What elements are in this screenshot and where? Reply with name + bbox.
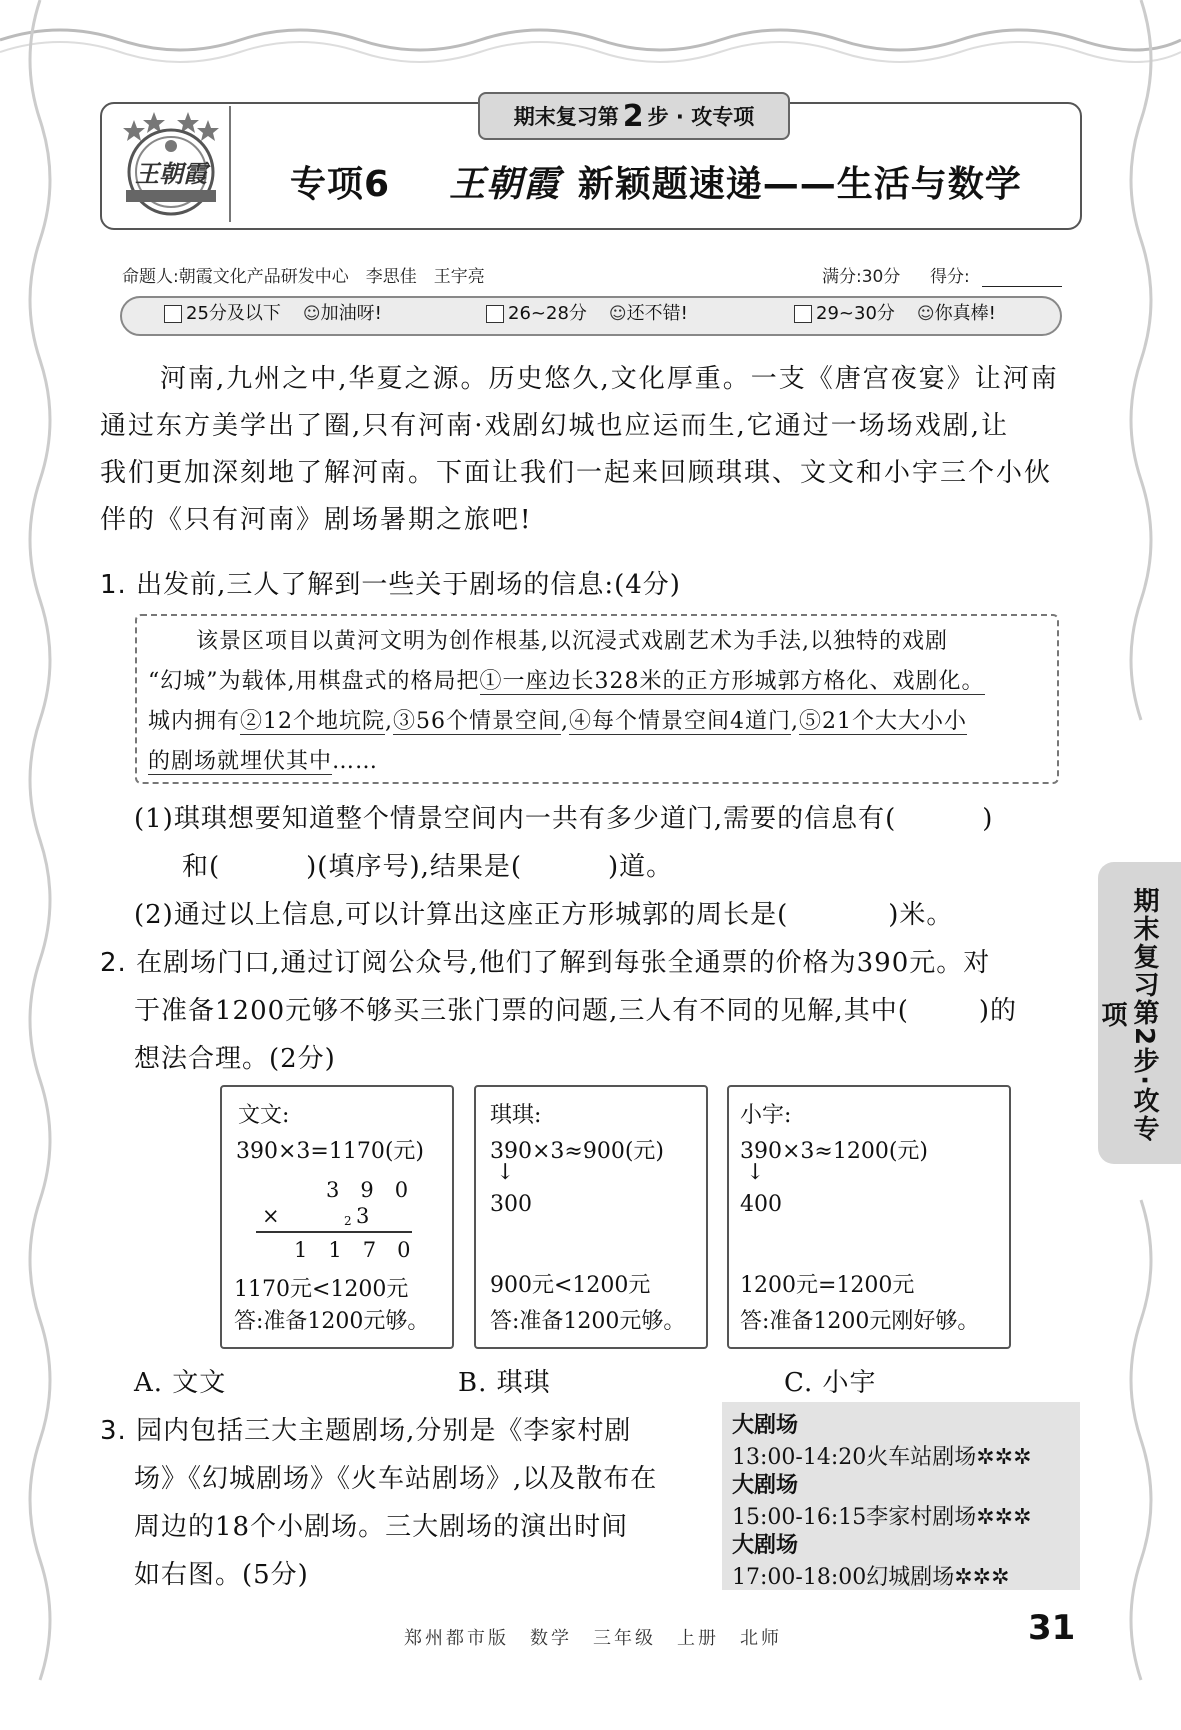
info-line-1: 该景区项目以黄河文明为创作根基,以沉浸式戏剧艺术为手法,以独特的戏剧	[196, 629, 948, 654]
info-line-3	[148, 704, 1048, 735]
page-title	[290, 156, 1022, 212]
card-compare: 1170元<1200元	[234, 1277, 409, 1302]
question-1	[100, 564, 681, 601]
arrow-down-icon: ↓	[496, 1160, 515, 1185]
question-number: 3.	[100, 1416, 127, 1446]
header-tab-step: 2	[622, 98, 644, 134]
question-2	[100, 942, 1080, 979]
smiley-icon: ☺	[302, 304, 321, 324]
vertical-rule	[256, 1231, 412, 1233]
header-tab-prefix: 期末复习第	[513, 105, 619, 129]
question-2-line2	[134, 990, 1080, 1027]
q1-sub2-text: (2)通过以上信息,可以计算出这座正方形城郭的周长是(	[134, 900, 789, 930]
card-calc: 390×3≈900(元)	[490, 1139, 665, 1164]
card-calc: 390×3=1170(元)	[236, 1139, 425, 1164]
question-text: 于准备1200元够不够买三张门票的问题,三人有不同的见解,其中(	[134, 996, 909, 1026]
score-option-2[interactable]	[486, 300, 688, 328]
info-ellipsis: ……	[332, 749, 379, 774]
question-text: 园内包括三大主题剧场,分别是《李家村剧	[136, 1416, 632, 1446]
q1-sub1-and: 和(	[182, 852, 221, 882]
smiley-icon: ☺	[916, 304, 935, 324]
q1-sub1	[134, 798, 1080, 835]
checkbox[interactable]	[794, 305, 812, 323]
score-option-1[interactable]	[164, 300, 382, 328]
intro-line-3: 我们更加深刻地了解河南。下面让我们一起来回顾琪琪、文文和小宇三个小伙	[100, 458, 1053, 488]
question-3-line4: 如右图。(5分)	[134, 1560, 309, 1590]
question-text: )的	[978, 996, 1017, 1026]
card-compare: 900元<1200元	[490, 1273, 651, 1298]
option-c[interactable]: C. 小宇	[784, 1368, 877, 1398]
star-icon: ✲✲✲	[976, 1445, 1032, 1470]
info-item-3: ③56个情景空间	[393, 709, 562, 734]
question-text: 出发前,三人了解到一些关于剧场的信息:(4分)	[136, 570, 681, 600]
info-comma: ,	[791, 709, 800, 734]
schedule-time	[732, 1500, 1032, 1531]
star-icon: ✲✲✲	[954, 1565, 1010, 1590]
logo-divider	[229, 106, 231, 222]
option-b[interactable]: B. 琪琪	[458, 1368, 551, 1398]
card-name: 小宇:	[740, 1103, 792, 1128]
vertical-product: 1 1 7 0	[294, 1238, 411, 1262]
schedule-time	[732, 1560, 1010, 1591]
title-brand: 王朝霞	[449, 163, 561, 205]
card-answer: 答:准备1200元够。	[490, 1309, 686, 1334]
page-number: 31	[1028, 1608, 1076, 1648]
star-icon: ✲✲✲	[976, 1505, 1032, 1530]
info-line-4	[148, 744, 1048, 775]
smiley-icon: ☺	[608, 304, 627, 324]
header-tab-suffix: 步 · 攻专项	[647, 105, 755, 129]
q1-sub2-unit: )米。	[888, 900, 954, 930]
footer-edition: 郑州都市版 数学 三年级 上册 北师	[404, 1628, 782, 1649]
score-comment: 还不错!	[626, 303, 688, 324]
question-3-line2: 场》《幻城剧场》《火车站剧场》,以及散布在	[134, 1464, 658, 1494]
score-comment: 加油呀!	[320, 303, 382, 324]
card-approx: 300	[490, 1192, 532, 1217]
logo-text: 王朝霞	[135, 159, 207, 188]
intro-line-4: 伴的《只有河南》剧场暑期之旅吧!	[100, 505, 533, 535]
schedule-heading: 大剧场	[732, 1413, 799, 1438]
question-number: 1.	[100, 570, 127, 600]
schedule-slot: 17:00-18:00幻城剧场	[732, 1565, 955, 1590]
q1-sub2	[134, 894, 953, 931]
arrow-down-icon: ↓	[746, 1160, 765, 1185]
checkbox[interactable]	[486, 305, 504, 323]
full-score: 满分:30分	[822, 267, 901, 287]
schedule-time	[732, 1440, 1032, 1471]
wangzhaoxia-logo	[112, 108, 230, 220]
question-number: 2.	[100, 948, 127, 978]
question-text: 在剧场门口,通过订阅公众号,他们了解到每张全通票的价格为390元。对	[136, 948, 991, 978]
schedule-slot: 15:00-16:15李家村剧场	[732, 1505, 977, 1530]
info-item-4: ④每个情景空间4道门	[569, 709, 792, 734]
card-answer: 答:准备1200元刚好够。	[740, 1309, 980, 1334]
schedule-heading: 大剧场	[732, 1473, 799, 1498]
question-3-line3: 周边的18个小剧场。三大剧场的演出时间	[134, 1512, 629, 1542]
info-text: 城内拥有	[148, 709, 241, 734]
q1-sub1-close: )	[982, 804, 994, 834]
info-line-2	[148, 664, 1048, 695]
q1-sub1-text: (1)琪琪想要知道整个情景空间内一共有多少道门,需要的信息有(	[134, 804, 897, 834]
info-comma: ,	[385, 709, 394, 734]
schedule-slot: 13:00-14:20火车站剧场	[732, 1445, 977, 1470]
option-a[interactable]: A. 文文	[134, 1368, 227, 1398]
score-comment: 你真棒!	[934, 303, 996, 324]
carry-digit: 2	[344, 1214, 352, 1228]
intro-line-2: 通过东方美学出了圈,只有河南·戏剧幻城也应运而生,它通过一场场戏剧,让	[100, 411, 1010, 441]
card-name: 琪琪:	[490, 1103, 542, 1128]
info-comma: ,	[561, 709, 570, 734]
score-range: 29~30分	[816, 303, 895, 324]
info-text: “幻城”为载体,用棋盘式的格局把	[148, 669, 480, 694]
score-label: 得分:	[930, 267, 970, 287]
info-item-5-cont: 的剧场就埋伏其中	[148, 749, 333, 774]
score-range: 25分及以下	[186, 303, 281, 324]
info-item-5: ⑤21个大大小小	[799, 709, 968, 734]
card-answer: 答:准备1200元够。	[234, 1309, 430, 1334]
question-2-line3: 想法合理。(2分)	[134, 1044, 336, 1074]
card-calc: 390×3≈1200(元)	[740, 1139, 929, 1164]
vertical-multiplicand: 3 9 0	[326, 1178, 409, 1202]
checkbox[interactable]	[164, 305, 182, 323]
card-name: 文文:	[238, 1103, 290, 1128]
title-part2: 新颖题速递——生活与数学	[577, 164, 1022, 205]
score-blank[interactable]	[982, 286, 1062, 287]
author-line: 命题人:朝霞文化产品研发中心 李思佳 王宇亮	[122, 267, 485, 287]
intro-line-1: 河南,九州之中,华夏之源。历史悠久,文化厚重。一支《唐宫夜宴》让河南	[160, 364, 1059, 394]
title-part1: 专项6	[290, 164, 391, 205]
info-item-1: ①一座边长328米的正方形城郭方格化、戏剧化。	[479, 669, 985, 694]
schedule-heading: 大剧场	[732, 1533, 799, 1558]
header-tab	[478, 92, 790, 140]
q1-sub1-unit: )道。	[608, 852, 674, 882]
multiplier: 3	[356, 1204, 370, 1228]
score-range: 26~28分	[508, 303, 587, 324]
card-compare: 1200元=1200元	[740, 1273, 915, 1298]
info-item-2: ②12个地坑院	[240, 709, 386, 734]
question-3	[100, 1410, 631, 1447]
score-option-3[interactable]	[794, 300, 996, 328]
multiply-sign: ×	[262, 1204, 280, 1228]
side-tab-label: 期末复习第2步·攻专项	[1097, 887, 1159, 1143]
card-approx: 400	[740, 1192, 782, 1217]
q1-sub1-result: )(填序号),结果是(	[306, 852, 522, 882]
q1-sub1-cont	[182, 846, 673, 883]
